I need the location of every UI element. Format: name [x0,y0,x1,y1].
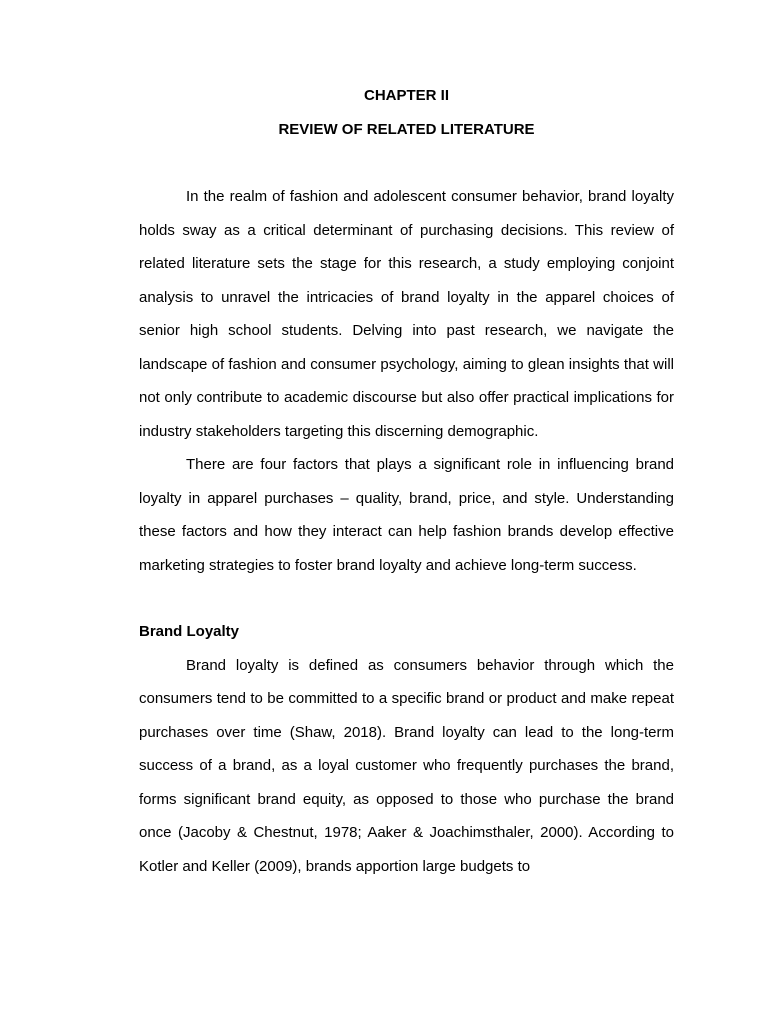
chapter-label: CHAPTER II [363,87,449,104]
brand-loyalty-paragraph: Brand loyalty is defined as consumers behavior through which the consumers tend to be committed to a specific brand or product and make repeat purchases over time (Shaw, 2018). Brand loyalty can lead to the long-term success of a brand, as a loyal customer who frequently purchases the brand, forms significant brand equity, as opposed to those who purchase the brand once (Jacoby & Chestnut, 1978; Aaker & Joachimsthaler, 2000). According to Kotler and Keller (2009), brands apportion large budgets to [139,656,674,875]
chapter-title: REVIEW OF RELATED LITERATURE [278,120,535,138]
document-page [139,79,674,883]
intro-paragraph: In the realm of fashion and adolescent consumer behavior, brand loyalty holds sway as a critical determinant of purchasing decisions. This review of related literature sets the stage for this research, a study employing conjoint analysis to unravel the intricacies of brand loyalty in the apparel choices of senior high school students. Delving into past research, we navigate the landscape of fashion and consumer psychology, aiming to glean insights that will not only contribute to academic discourse but also offer practical implications for industry stakeholders targeting this discerning demographic. [139,188,674,440]
section-heading-brand-loyalty: Brand Loyalty [139,623,240,640]
factors-paragraph: There are four factors that plays a significant role in influencing brand loyalty in apparel purchases – quality, brand, price, and style. Understanding these factors and how they interact can help fashion brands develop effective marketing strategies to foster brand loyalty and achieve long-term success. [139,456,674,574]
